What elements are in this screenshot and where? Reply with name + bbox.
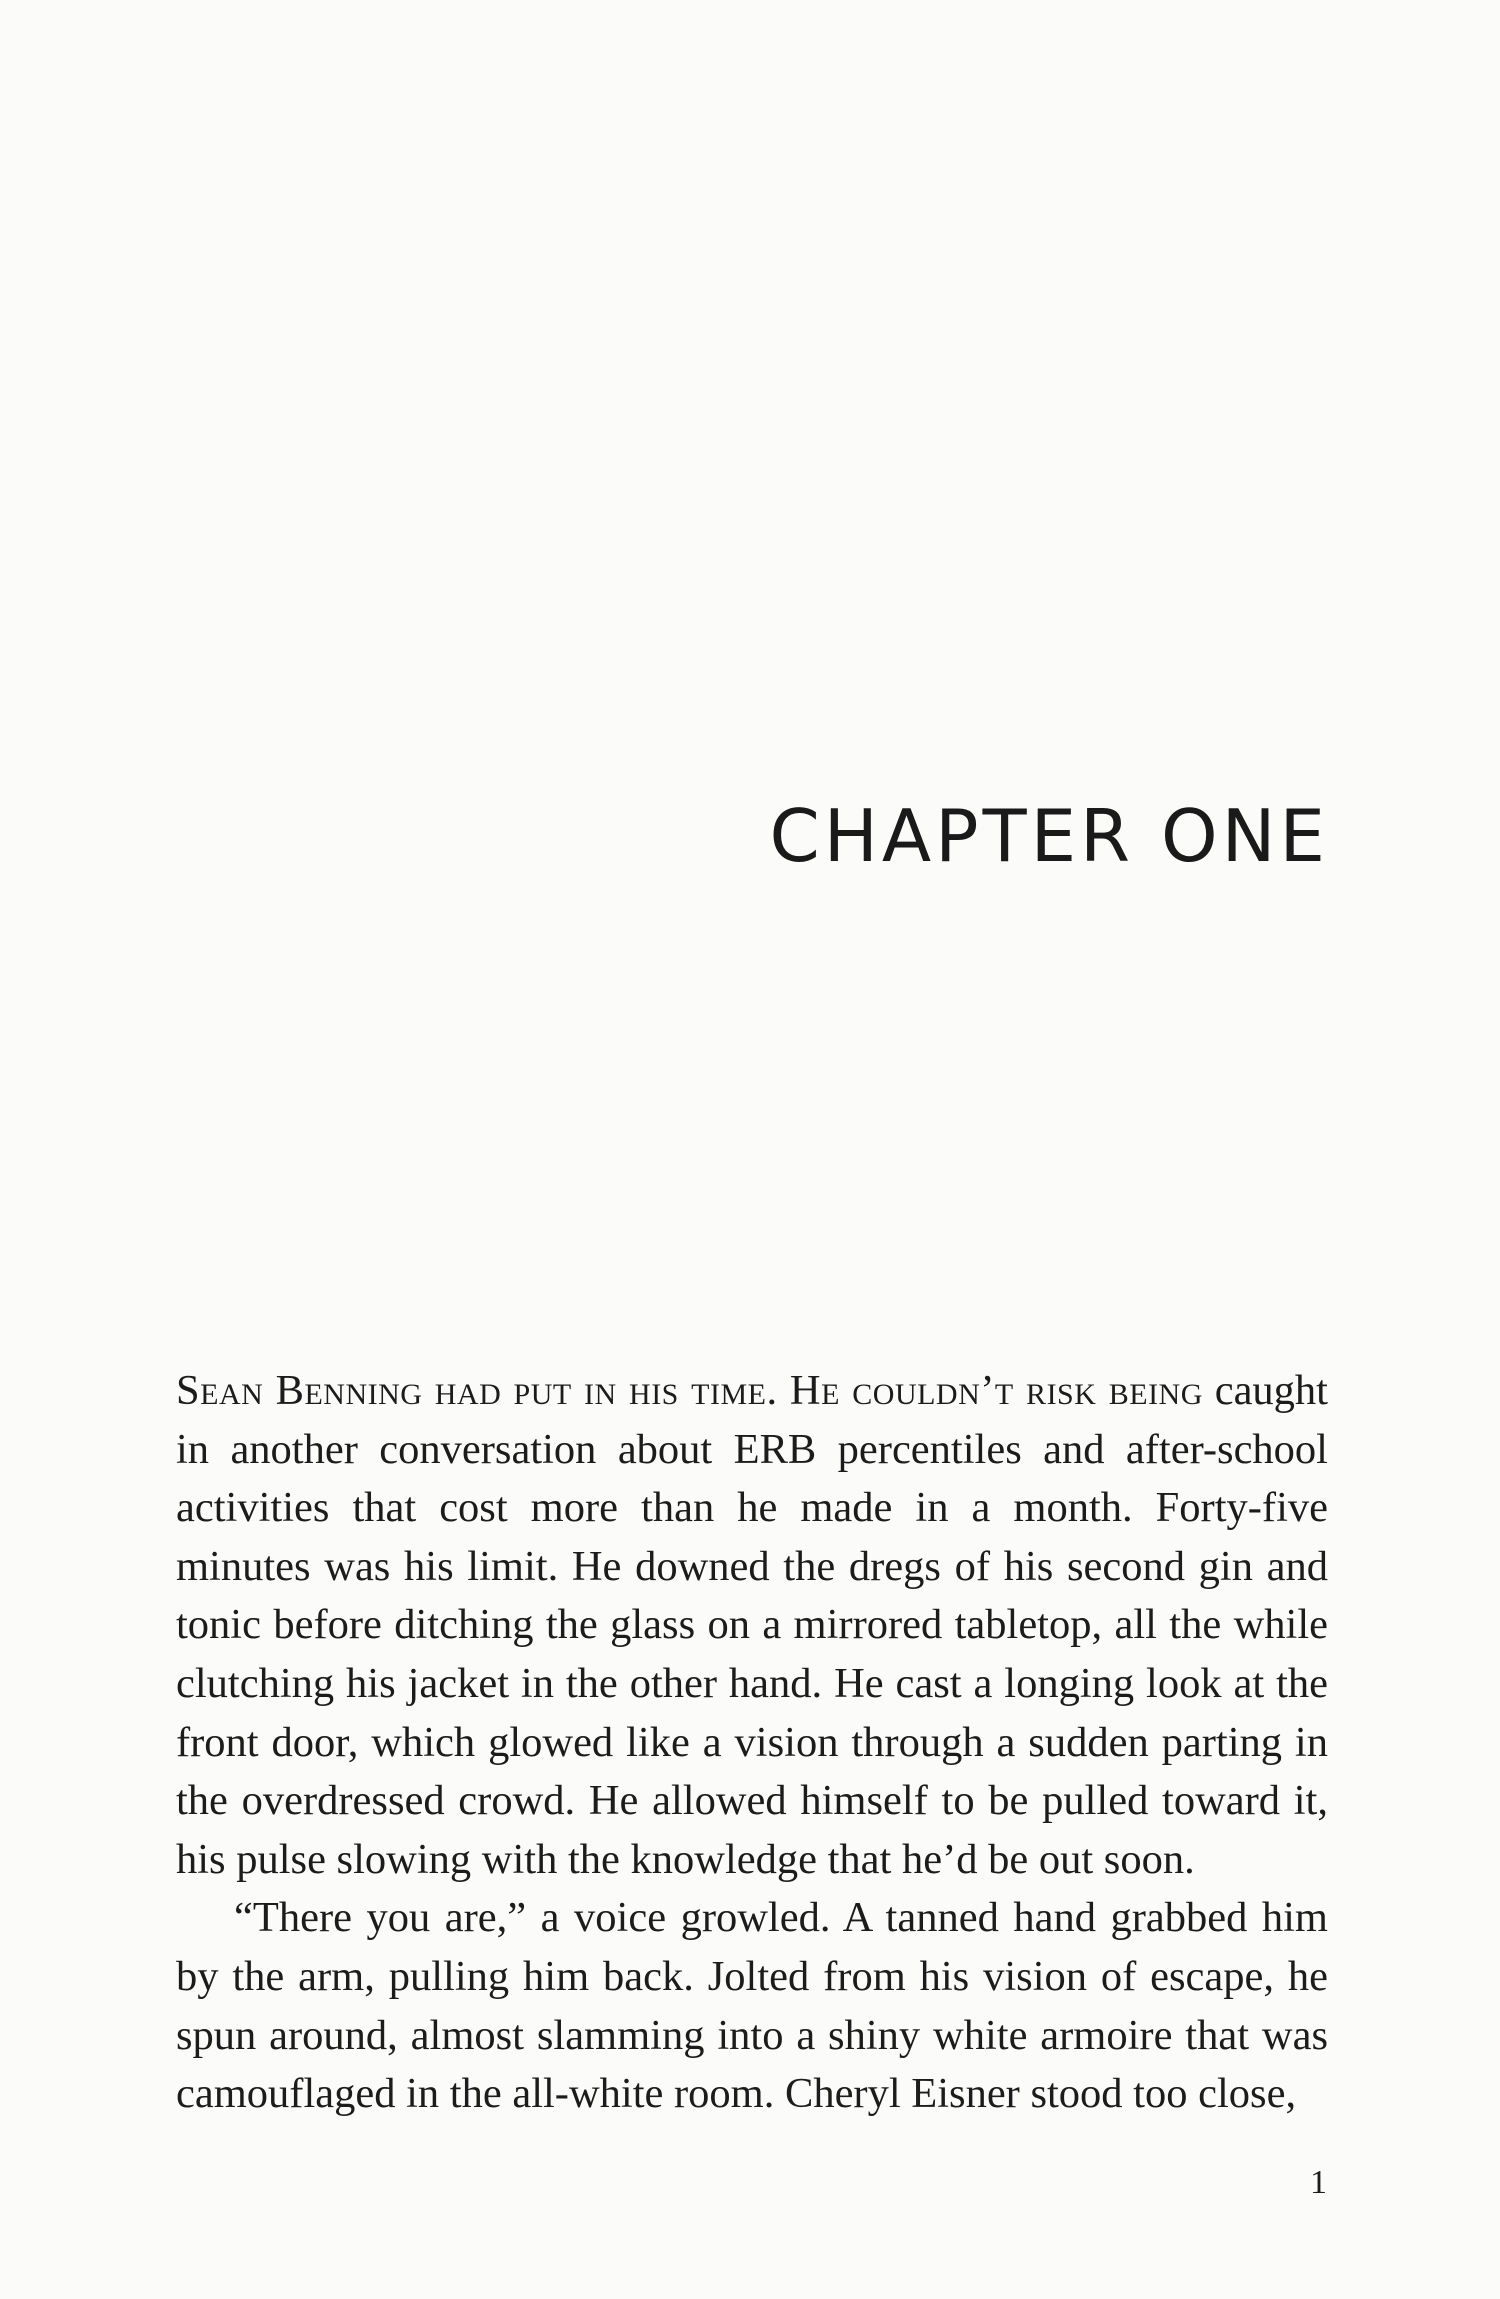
paragraph-2: “There you are,” a voice growled. A tanned hand grabbed him by the arm, pulling him back. Jolted from his vision of escape, he spun around, almost slamming into a shiny white armoire that was camouflaged in the all-white room. Cheryl Eisner stood too close, bbox=[176, 1894, 1328, 2118]
paragraph-1 bbox=[176, 1362, 1328, 1889]
paragraph-1-text: caught in another conversation about ERB percentiles and after-school activities that cost more than he made in a month. Forty-five minutes was his limit. He downed the dregs of his second gin and tonic before ditching the glass on a mirrored tabletop, all the while clutching his jacket in the other hand. He cast a longing look at the front door, which glowed like a vision through a sudden parting in the overdressed crowd. He allowed himself to be pulled toward it, his pulse slowing with the knowledge that he’d be out soon. bbox=[176, 1367, 1328, 1883]
lead-in-smallcaps: Sean Benning had put in his time. He couldn’t risk being bbox=[176, 1367, 1203, 1414]
chapter-title: CHAPTER ONE bbox=[769, 794, 1329, 878]
page-number: 1 bbox=[1310, 2164, 1327, 2201]
chapter-body bbox=[176, 1362, 1328, 2124]
